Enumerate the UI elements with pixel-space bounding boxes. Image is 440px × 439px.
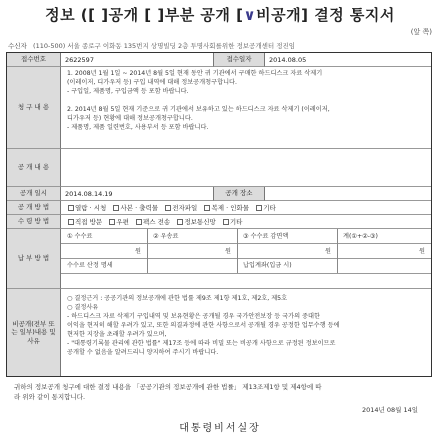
notice-statement-line: 라 위와 같이 통지합니다. — [14, 393, 86, 401]
fee-item: ③ 수수료 감면액 — [243, 233, 289, 240]
method-option: 사본 · 출력물 — [120, 204, 159, 212]
fee-account: 납입계좌(입금 시) — [243, 262, 292, 269]
checkbox-icon[interactable] — [68, 219, 74, 225]
request-label: 청 구 내 용 — [7, 67, 61, 149]
non-disclosure-check-mark: ∨ — [243, 6, 257, 24]
payment-row-divider — [61, 273, 431, 274]
checkbox-icon[interactable] — [109, 219, 115, 225]
payment-col-divider — [147, 229, 148, 273]
title-suffix: 비공개] 결정 통지서 — [256, 6, 395, 24]
disclosure-method-label: 공 개 방 법 — [7, 201, 61, 215]
checkbox-icon[interactable] — [113, 205, 119, 211]
request-line: (이레이저, 디가우저 등) 구입 내역에 대해 정보공개청구합니다. — [67, 79, 237, 86]
reason-line: - "대통령기록물 관리에 관한 법률" 제17조 등에 따라 비밀 또는 비공개 사항으로 규정된 정보이므로 — [67, 340, 336, 347]
disclosure-place-label: 공개 장소 — [213, 187, 265, 201]
checkbox-icon[interactable] — [223, 219, 229, 225]
receipt-date-value: 2014.08.05 — [265, 53, 431, 67]
payment-label: 납 부 방 법 — [7, 229, 61, 289]
checkbox-icon[interactable] — [204, 205, 210, 211]
fee-item: ② 우송료 — [153, 233, 179, 240]
receive-method-label: 수 령 방 법 — [7, 215, 61, 229]
fee-unit: 원 — [325, 248, 331, 255]
request-line: 1. 2008년 1월 1일 ~ 2014년 8월 5일 현재 동안 귀 기관에서 구매한 하드디스크 자료 삭제기 — [67, 70, 323, 77]
method-option: 열람 · 시청 — [75, 204, 107, 212]
checkbox-icon[interactable] — [165, 205, 171, 211]
payment-col-divider — [337, 229, 338, 273]
reason-line: - 하드디스크 자료 삭제기 구입내역 및 보유현황은 공개될 경우 국가안전보장 등 국가의 중대한 — [67, 313, 320, 320]
notice-form-table — [6, 52, 432, 377]
title-prefix: 정보 ([ ]공개 [ ]부분 공개 [ — [45, 6, 244, 24]
reason-line: ○ 결정사유 — [67, 304, 99, 311]
receive-option: 우편 — [116, 218, 129, 226]
request-line: - 구입일, 제품명, 구입금액 등 포함 바랍니다. — [67, 88, 189, 95]
payment-row-divider — [61, 243, 431, 244]
non-disclosure-reason-label: 비공개(전부 또는 일부)내용 및 사유 — [7, 289, 61, 376]
fee-unit: 원 — [135, 248, 141, 255]
recipient-line — [8, 41, 295, 50]
issuer-signature: 대통령비서실장 — [179, 423, 261, 434]
disclosure-method-options — [61, 201, 431, 215]
notice-statement-line: 귀하의 정보공개 청구에 대한 결정 내용을 「공공기관의 정보공개에 관한 법률」 제13조제1항 및 제4항에 따 — [14, 383, 322, 391]
disclosure-date-label: 공개 일시 — [7, 187, 61, 201]
reason-line: 현저한 지장을 초래할 우려가 있으며, — [67, 331, 167, 338]
receive-option: 기타 — [229, 218, 243, 226]
checkbox-icon[interactable] — [136, 219, 142, 225]
checkbox-icon[interactable] — [68, 205, 74, 211]
disclosure-place-value — [265, 187, 431, 201]
receive-option: 직접 방문 — [75, 218, 103, 226]
request-line: 2. 2014년 8월 5일 현재 기준으로 귀 기관에서 보유하고 있는 하드디스크 자료 삭제기 (이레이저, — [67, 106, 330, 113]
reason-line: 공개할 수 없음을 알려드리니 양지하여 주시기 바랍니다. — [67, 349, 219, 356]
checkbox-icon[interactable] — [256, 205, 262, 211]
receipt-no-value: 2622597 — [61, 53, 213, 67]
reason-line: ○ 결정근거 : 공공기관의 정보공개에 관한 법률 제9조 제1항 제1호, 제2호, 제5호 — [67, 295, 288, 302]
fee-unit: 원 — [225, 248, 231, 255]
notice-date: 2014년 08월 14일 — [361, 406, 418, 414]
receipt-no-label: 접수번호 — [7, 53, 61, 67]
disclosure-content-value — [61, 149, 431, 187]
fee-basis: 수수료 산정 명세 — [67, 262, 113, 269]
receive-option: 정보통신망 — [184, 218, 216, 226]
recipient-address: (110-500) 서울 종로구 이화동 135번지 상명빌딩 2층 투명사회를위한 정보공개센터 정진임 — [33, 42, 296, 50]
fee-item: 계(①+②-③) — [343, 233, 378, 240]
method-option: 복제 · 인화물 — [211, 204, 250, 212]
method-option: 기타 — [263, 204, 276, 212]
fee-unit: 원 — [419, 248, 425, 255]
fee-item: ① 수수료 — [67, 233, 93, 240]
request-line: - 제품명, 제품 일련번호, 사용부서 등 포함 바랍니다. — [67, 124, 209, 131]
receipt-date-label: 접수일자 — [213, 53, 265, 67]
recipient-label: 수신자 — [8, 42, 27, 50]
method-option: 전자파일 — [172, 204, 198, 212]
checkbox-icon[interactable] — [177, 219, 183, 225]
reason-line: 이익을 현저히 해할 우려가 있고, 또한 의결과정에 관한 사항으로서 공개될 경우 공정한 업무수행 등에 — [67, 322, 340, 329]
payment-col-divider — [237, 229, 238, 273]
request-line: 디가우저 등) 현황에 대해 정보공개청구합니다. — [67, 115, 193, 122]
receive-option: 팩스 전송 — [143, 218, 171, 226]
receive-method-options — [61, 215, 431, 229]
payment-row-divider — [61, 258, 431, 259]
disclosure-content-label: 공 개 내 용 — [7, 149, 61, 187]
page-side-note: (앞 쪽) — [410, 28, 432, 36]
disclosure-date-value: 2014.08.14.19 — [61, 187, 213, 201]
page-title — [0, 4, 440, 25]
